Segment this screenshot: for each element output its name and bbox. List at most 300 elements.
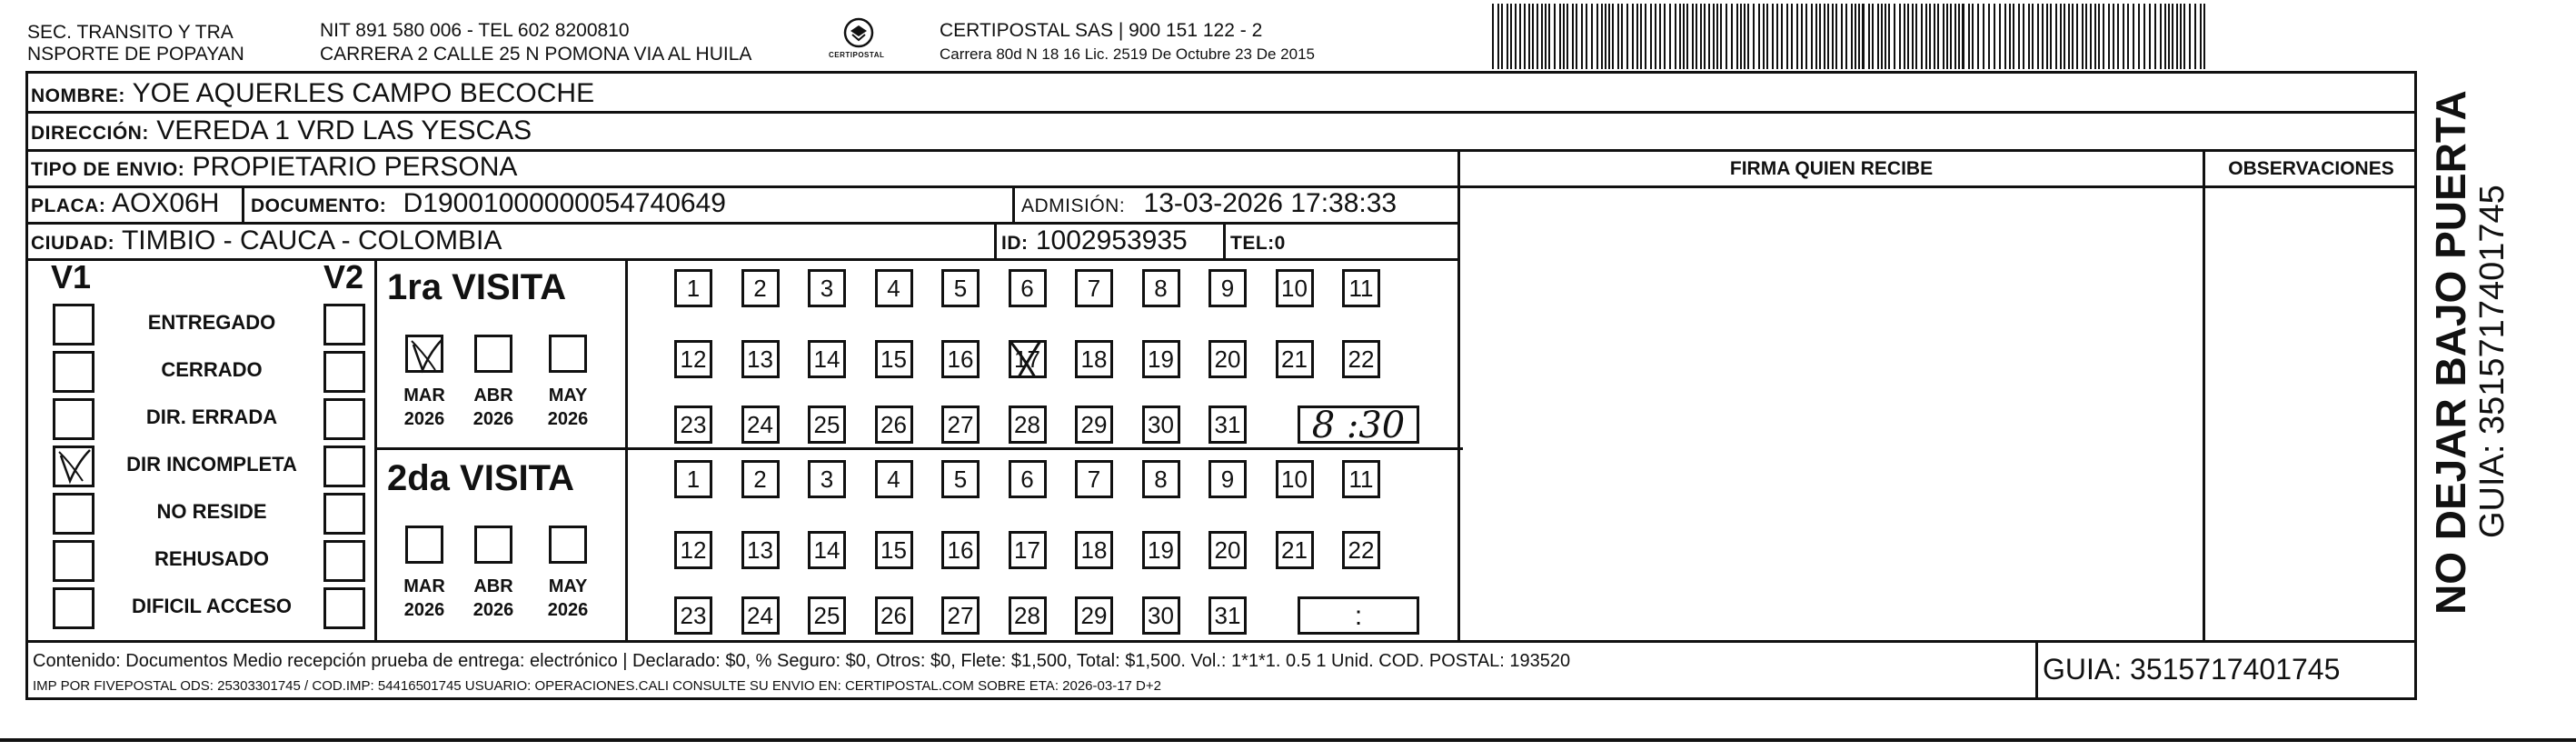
shipment-type-field	[31, 152, 517, 185]
document-value: D19001000000054740649	[403, 188, 726, 218]
barcode-bar	[1548, 4, 1550, 69]
barcode-bar	[2028, 4, 2030, 69]
plate-value: AOX06H	[112, 188, 220, 218]
barcode-bar	[1954, 4, 1956, 69]
barcode-bar	[2113, 4, 2114, 69]
barcode-bar	[1664, 4, 1666, 69]
visit-title: 1ra VISITA	[387, 267, 567, 307]
barcode-bar	[1907, 4, 1909, 69]
barcode-bar	[1528, 4, 1530, 69]
barcode-bar	[1510, 4, 1512, 69]
barcode-bar	[1636, 4, 1638, 69]
v2-checkbox[interactable]	[323, 351, 365, 393]
barcode-bar	[1877, 4, 1879, 69]
id-value: 1002953935	[1035, 225, 1188, 255]
day-box[interactable]: 31	[1208, 406, 1247, 444]
barcode-bar	[1772, 4, 1774, 69]
city-label: CIUDAD:	[31, 233, 115, 254]
month-label: MAY	[548, 576, 588, 596]
plate-label: PLACA:	[31, 195, 106, 216]
barcode-bar	[2138, 4, 2140, 69]
barcode	[1492, 0, 2210, 73]
day-box[interactable]: 10	[1276, 460, 1314, 498]
barcode-bar	[1626, 4, 1628, 69]
barcode-bar	[2200, 4, 2202, 69]
day-box[interactable]: 12	[674, 531, 712, 569]
shipment-type: PROPIETARIO PERSONA	[192, 152, 518, 182]
barcode-bar	[1621, 4, 1623, 69]
barcode-bar	[1972, 4, 1974, 69]
day-box[interactable]: 14	[808, 340, 846, 378]
address-field	[31, 115, 532, 149]
barcode-bar	[2098, 4, 2100, 69]
barcode-bar	[1559, 4, 1561, 69]
day-box[interactable]: 9	[1208, 460, 1247, 498]
day-box[interactable]: 23	[674, 596, 712, 635]
day-box[interactable]: 26	[875, 596, 913, 635]
name-label: NOMBRE:	[31, 85, 125, 106]
month-label: MAR	[403, 576, 445, 596]
document-label: DOCUMENTO:	[251, 195, 387, 216]
barcode-bar	[1845, 4, 1847, 69]
tel-label: TEL:	[1230, 233, 1275, 254]
barcode-bar	[2189, 4, 2191, 69]
barcode-bar	[1501, 4, 1503, 69]
barcode-bar	[2103, 4, 2104, 69]
day-box[interactable]: 20	[1208, 531, 1247, 569]
barcode-bar	[1696, 4, 1697, 69]
barcode-bar	[2068, 4, 2070, 69]
status-reason-label: DIFICIL ACCESO	[131, 595, 292, 617]
barcode-bar	[2060, 4, 2062, 69]
company-license: Carrera 80d N 18 16 Lic. 2519 De Octubre 23 De 2015	[940, 45, 1315, 63]
v2-checkbox[interactable]	[323, 540, 365, 582]
barcode-bar	[1492, 4, 1494, 69]
barcode-bar	[1650, 4, 1652, 69]
barcode-bar	[2094, 4, 2096, 69]
month-label: MAR	[403, 386, 445, 406]
barcode-bar	[1805, 4, 1807, 69]
v1-checkbox[interactable]	[53, 398, 94, 440]
status-reason-label: REHUSADO	[154, 547, 269, 570]
barcode-bar	[1855, 4, 1856, 69]
barcode-bar	[1566, 4, 1568, 69]
signature-area[interactable]	[1461, 189, 2202, 639]
tel-field	[1230, 225, 1286, 259]
barcode-bar	[1999, 4, 2001, 69]
barcode-bar	[1679, 4, 1681, 69]
side-guia: GUIA: 3515717401745	[2473, 185, 2511, 538]
barcode-bar	[1747, 4, 1749, 69]
barcode-bar	[1925, 4, 1927, 69]
observations-area[interactable]	[2206, 189, 2416, 639]
barcode-bar	[1726, 4, 1727, 69]
barcode-bar	[2064, 4, 2065, 69]
barcode-bar	[2168, 4, 2170, 69]
barcode-bar	[1720, 4, 1722, 69]
id-label: ID:	[1001, 233, 1029, 254]
day-box[interactable]: 9	[1208, 269, 1247, 307]
barcode-bar	[1704, 4, 1706, 69]
barcode-bar	[1888, 4, 1890, 69]
barcode-bar	[1786, 4, 1788, 69]
day-box[interactable]: 18	[1075, 340, 1113, 378]
day-box[interactable]: 13	[741, 340, 780, 378]
day-box[interactable]: 17	[1009, 531, 1047, 569]
day-box[interactable]: 13	[741, 531, 780, 569]
barcode-bar	[1572, 4, 1574, 69]
status-reason-label: ENTREGADO	[147, 311, 276, 334]
barcode-bar	[2133, 4, 2134, 69]
day-box[interactable]: 6	[1009, 269, 1047, 307]
barcode-bar	[1753, 4, 1755, 69]
barcode-bar	[1946, 4, 1948, 69]
plate-field	[31, 188, 219, 222]
status-reason-label: NO RESIDE	[156, 500, 267, 523]
barcode-bar	[1881, 4, 1883, 69]
barcode-bar	[1524, 4, 1526, 69]
day-box[interactable]: 19	[1142, 340, 1180, 378]
barcode-bar	[1988, 4, 1990, 69]
v1-checkbox[interactable]	[53, 493, 94, 535]
barcode-bar	[1581, 4, 1583, 69]
barcode-bar	[2143, 4, 2145, 69]
barcode-bar	[2154, 4, 2156, 69]
barcode-bar	[1868, 4, 1870, 69]
barcode-bar	[1744, 4, 1746, 69]
year-label: 2026	[547, 600, 589, 620]
barcode-bar	[1858, 4, 1860, 69]
barcode-bar	[1851, 4, 1853, 69]
status-reason-label: CERRADO	[161, 358, 263, 381]
barcode-bar	[1586, 4, 1587, 69]
barcode-bar	[1943, 4, 1944, 69]
day-box[interactable]: 2	[741, 460, 780, 498]
barcode-bar	[1815, 4, 1817, 69]
barcode-bar	[1994, 4, 1995, 69]
barcode-bar	[1736, 4, 1738, 69]
barcode-bar	[1862, 4, 1865, 69]
barcode-bar	[1791, 4, 1793, 69]
month-label: MAY	[548, 386, 588, 406]
month-checkbox[interactable]	[549, 335, 587, 373]
year-label: 2026	[472, 600, 514, 620]
day-box[interactable]: 1	[674, 269, 712, 307]
day-box[interactable]: 15	[875, 340, 913, 378]
day-box[interactable]: 22	[1342, 340, 1380, 378]
footer-guia: GUIA: 3515717401745	[2043, 653, 2341, 686]
barcode-bar	[1827, 4, 1829, 69]
barcode-bar	[2123, 4, 2124, 69]
barcode-bar	[2180, 4, 2182, 69]
barcode-bar	[1776, 4, 1778, 69]
signature-column-header: FIRMA QUIEN RECIBE	[1729, 158, 1934, 179]
barcode-bar	[2072, 4, 2074, 69]
admission-value: 13-03-2026 17:38:33	[1143, 188, 1397, 218]
barcode-bar	[1545, 4, 1547, 69]
barcode-bar	[1612, 4, 1614, 69]
v1-checkbox[interactable]	[53, 304, 94, 345]
day-box[interactable]: 29	[1075, 596, 1113, 635]
barcode-bar	[2055, 4, 2057, 69]
tel-value: 0	[1274, 233, 1286, 254]
month-label: ABR	[473, 386, 513, 406]
barcode-bar	[1872, 4, 1874, 69]
day-box[interactable]: 29	[1075, 406, 1113, 444]
day-box[interactable]: 7	[1075, 460, 1113, 498]
day-box[interactable]: 12	[674, 340, 712, 378]
barcode-bar	[1796, 4, 1798, 69]
year-label: 2026	[403, 409, 445, 429]
month-checkbox[interactable]	[405, 526, 443, 564]
barcode-bar	[2183, 4, 2185, 69]
day-box[interactable]: 28	[1009, 406, 1047, 444]
barcode-bar	[1708, 4, 1710, 69]
day-box[interactable]: 10	[1276, 269, 1314, 307]
barcode-bar	[1515, 4, 1517, 69]
barcode-bar	[1554, 4, 1556, 69]
day-box[interactable]: 24	[741, 596, 780, 635]
day-box[interactable]: 22	[1342, 531, 1380, 569]
barcode-bar	[1968, 4, 1970, 69]
day-box[interactable]: 25	[808, 596, 846, 635]
barcode-bar	[1617, 4, 1619, 69]
barcode-bar	[1811, 4, 1813, 69]
barcode-bar	[1832, 4, 1834, 69]
barcode-bar	[1686, 4, 1688, 69]
barcode-bar	[1605, 4, 1606, 69]
barcode-bar	[1632, 4, 1634, 69]
status-reason-label: DIR INCOMPLETA	[126, 453, 297, 476]
barcode-bar	[1894, 4, 1895, 69]
barcode-bar	[1766, 4, 1768, 69]
barcode-bar	[1537, 4, 1538, 69]
month-label: ABR	[473, 576, 513, 596]
barcode-bar	[1596, 4, 1598, 69]
barcode-bar	[1655, 4, 1656, 69]
barcode-bar	[1601, 4, 1603, 69]
barcode-bar	[1885, 4, 1886, 69]
sender-address: CARRERA 2 CALLE 25 N POMONA VIA AL HUILA	[320, 44, 752, 65]
day-box[interactable]: 14	[808, 531, 846, 569]
barcode-bar	[1983, 4, 1984, 69]
day-box[interactable]: 3	[808, 460, 846, 498]
barcode-bar	[2117, 4, 2119, 69]
no-under-door-warning: NO DEJAR BAJO PUERTA	[2427, 90, 2474, 615]
city-value: TIMBIO - CAUCA - COLOMBIA	[121, 225, 502, 255]
barcode-bar	[2085, 4, 2087, 69]
v2-header: V2	[323, 258, 364, 295]
barcode-bar	[2127, 4, 2129, 69]
day-box[interactable]: 30	[1142, 596, 1180, 635]
day-box[interactable]: 21	[1276, 531, 1314, 569]
barcode-bar	[1519, 4, 1521, 69]
status-reason-label: DIR. ERRADA	[145, 406, 278, 428]
barcode-bar	[2032, 4, 2034, 69]
barcode-bar	[2042, 4, 2044, 69]
barcode-bar	[1904, 4, 1905, 69]
recipient-address: VEREDA 1 VRD LAS YESCAS	[156, 115, 532, 145]
sender-nit: NIT 891 580 006 - TEL 602 8200810	[320, 20, 630, 41]
barcode-bar	[1977, 4, 1979, 69]
day-box[interactable]: 30	[1142, 406, 1180, 444]
barcode-bar	[2082, 4, 2084, 69]
day-box[interactable]: 7	[1075, 269, 1113, 307]
barcode-bar	[1608, 4, 1610, 69]
day-box[interactable]: 25	[808, 406, 846, 444]
company-name: CERTIPOSTAL SAS | 900 151 122 - 2	[940, 20, 1263, 41]
day-box[interactable]: 18	[1075, 531, 1113, 569]
barcode-bar	[1507, 4, 1508, 69]
day-box[interactable]: 8	[1142, 269, 1180, 307]
barcode-bar	[1716, 4, 1718, 69]
barcode-bar	[1740, 4, 1742, 69]
barcode-bar	[1962, 4, 1964, 69]
barcode-bar	[1692, 4, 1694, 69]
barcode-bar	[1934, 4, 1935, 69]
barcode-bar	[2018, 4, 2020, 69]
barcode-bar	[1937, 4, 1939, 69]
barcode-bar	[2164, 4, 2166, 69]
month-checkbox[interactable]	[474, 526, 512, 564]
time-field[interactable]: :	[1298, 596, 1419, 635]
barcode-bar	[2009, 4, 2011, 69]
day-box[interactable]: 2	[741, 269, 780, 307]
day-box[interactable]: 5	[941, 269, 980, 307]
barcode-bar	[1801, 4, 1803, 69]
v2-checkbox[interactable]	[323, 398, 365, 440]
v1-header: V1	[51, 258, 92, 295]
barcode-bar	[2149, 4, 2151, 69]
v2-checkbox[interactable]	[323, 493, 365, 535]
day-box[interactable]: 11	[1342, 269, 1380, 307]
day-box[interactable]: 15	[875, 531, 913, 569]
barcode-bar	[1713, 4, 1715, 69]
barcode-bar	[1958, 4, 1960, 69]
admission-field	[1021, 188, 1397, 222]
content-description: Contenido: Documentos Medio recepción prueba de entrega: electrónico | Declarado: $0, % Seguro: $0, Otros: $0, Flete: $1,500, Total: $1,500. Vol.: 1*1*1. 0.5 1 Unid. COD. POSTAL: 193520	[33, 651, 1571, 671]
barcode-bar	[1645, 4, 1646, 69]
visit-title: 2da VISITA	[387, 458, 574, 498]
barcode-bar	[2090, 4, 2092, 69]
year-label: 2026	[547, 409, 589, 429]
day-box[interactable]: 16	[941, 531, 980, 569]
barcode-bar	[1912, 4, 1914, 69]
barcode-bar	[1669, 4, 1671, 69]
month-checkbox[interactable]	[549, 526, 587, 564]
barcode-bar	[1758, 4, 1760, 69]
day-box[interactable]: 3	[808, 269, 846, 307]
recipient-name: YOE AQUERLES CAMPO BECOCHE	[132, 78, 595, 108]
barcode-bar	[1532, 4, 1534, 69]
barcode-bar	[1563, 4, 1565, 69]
day-box[interactable]: 28	[1009, 596, 1047, 635]
barcode-bar	[1541, 4, 1543, 69]
barcode-bar	[1835, 4, 1837, 69]
barcode-bar	[1591, 4, 1593, 69]
barcode-bar	[2013, 4, 2014, 69]
v1-checkbox[interactable]	[53, 351, 94, 393]
v1-checkbox[interactable]	[53, 587, 94, 629]
barcode-bar	[2076, 4, 2078, 69]
id-field	[1001, 225, 1188, 259]
day-box[interactable]: 21	[1276, 340, 1314, 378]
barcode-bar	[1675, 4, 1676, 69]
year-label: 2026	[472, 409, 514, 429]
barcode-bar	[1929, 4, 1931, 69]
barcode-bar	[1841, 4, 1843, 69]
day-box[interactable]: 23	[674, 406, 712, 444]
barcode-bar	[1819, 4, 1821, 69]
barcode-bar	[1921, 4, 1923, 69]
observations-column-header: OBSERVACIONES	[2228, 158, 2394, 179]
v2-checkbox[interactable]	[323, 304, 365, 345]
day-box[interactable]: 17	[1009, 340, 1047, 378]
barcode-bar	[1781, 4, 1783, 69]
barcode-bar	[1731, 4, 1733, 69]
shipment-type-label: TIPO DE ENVIO:	[31, 159, 185, 180]
sender-name-line2: NSPORTE DE POPAYAN	[27, 44, 244, 65]
v2-checkbox[interactable]	[323, 446, 365, 487]
day-box[interactable]: 27	[941, 596, 980, 635]
v1-checkbox[interactable]	[53, 446, 94, 487]
day-box[interactable]: 4	[875, 269, 913, 307]
day-box[interactable]: 27	[941, 406, 980, 444]
day-box[interactable]: 8	[1142, 460, 1180, 498]
day-box[interactable]: 11	[1342, 460, 1380, 498]
barcode-bar	[2172, 4, 2173, 69]
document-field	[251, 188, 726, 222]
sender-name-line1: SEC. TRANSITO Y TRA	[27, 22, 234, 43]
barcode-bar	[1950, 4, 1952, 69]
v2-checkbox[interactable]	[323, 587, 365, 629]
month-checkbox[interactable]	[474, 335, 512, 373]
barcode-bar	[1700, 4, 1702, 69]
time-field[interactable]: 8 :30	[1298, 406, 1419, 444]
month-checkbox[interactable]	[405, 335, 443, 373]
day-box[interactable]: 19	[1142, 531, 1180, 569]
barcode-bar	[2004, 4, 2006, 69]
day-box[interactable]: 1	[674, 460, 712, 498]
barcode-bar	[1915, 4, 1917, 69]
barcode-bar	[1763, 4, 1765, 69]
certipostal-logo: CERTIPOSTAL	[836, 15, 881, 64]
barcode-bar	[1899, 4, 1901, 69]
day-box[interactable]: 4	[875, 460, 913, 498]
barcode-bar	[2203, 4, 2205, 69]
v1-checkbox[interactable]	[53, 540, 94, 582]
barcode-bar	[2046, 4, 2048, 69]
barcode-bar	[2194, 4, 2196, 69]
print-info: IMP POR FIVEPOSTAL ODS: 25303301745 / COD.IMP: 54416501745 USUARIO: OPERACIONES.CALI CONSULTE SU ENVIO EN: CERTIPOSTAL.COM SOBRE ETA: 2026-03-17 D+2	[33, 678, 1161, 694]
barcode-bar	[2160, 4, 2162, 69]
recipient-name-field	[31, 78, 594, 112]
day-box[interactable]: 24	[741, 406, 780, 444]
day-box[interactable]: 6	[1009, 460, 1047, 498]
day-box[interactable]: 26	[875, 406, 913, 444]
barcode-bar	[1640, 4, 1642, 69]
day-box[interactable]: 20	[1208, 340, 1247, 378]
day-box[interactable]: 5	[941, 460, 980, 498]
day-box[interactable]: 31	[1208, 596, 1247, 635]
city-field	[31, 225, 502, 259]
barcode-bar	[2037, 4, 2039, 69]
barcode-bar	[2050, 4, 2052, 69]
day-box[interactable]: 16	[941, 340, 980, 378]
barcode-bar	[1659, 4, 1661, 69]
barcode-bar	[2108, 4, 2110, 69]
barcode-bar	[2176, 4, 2178, 69]
